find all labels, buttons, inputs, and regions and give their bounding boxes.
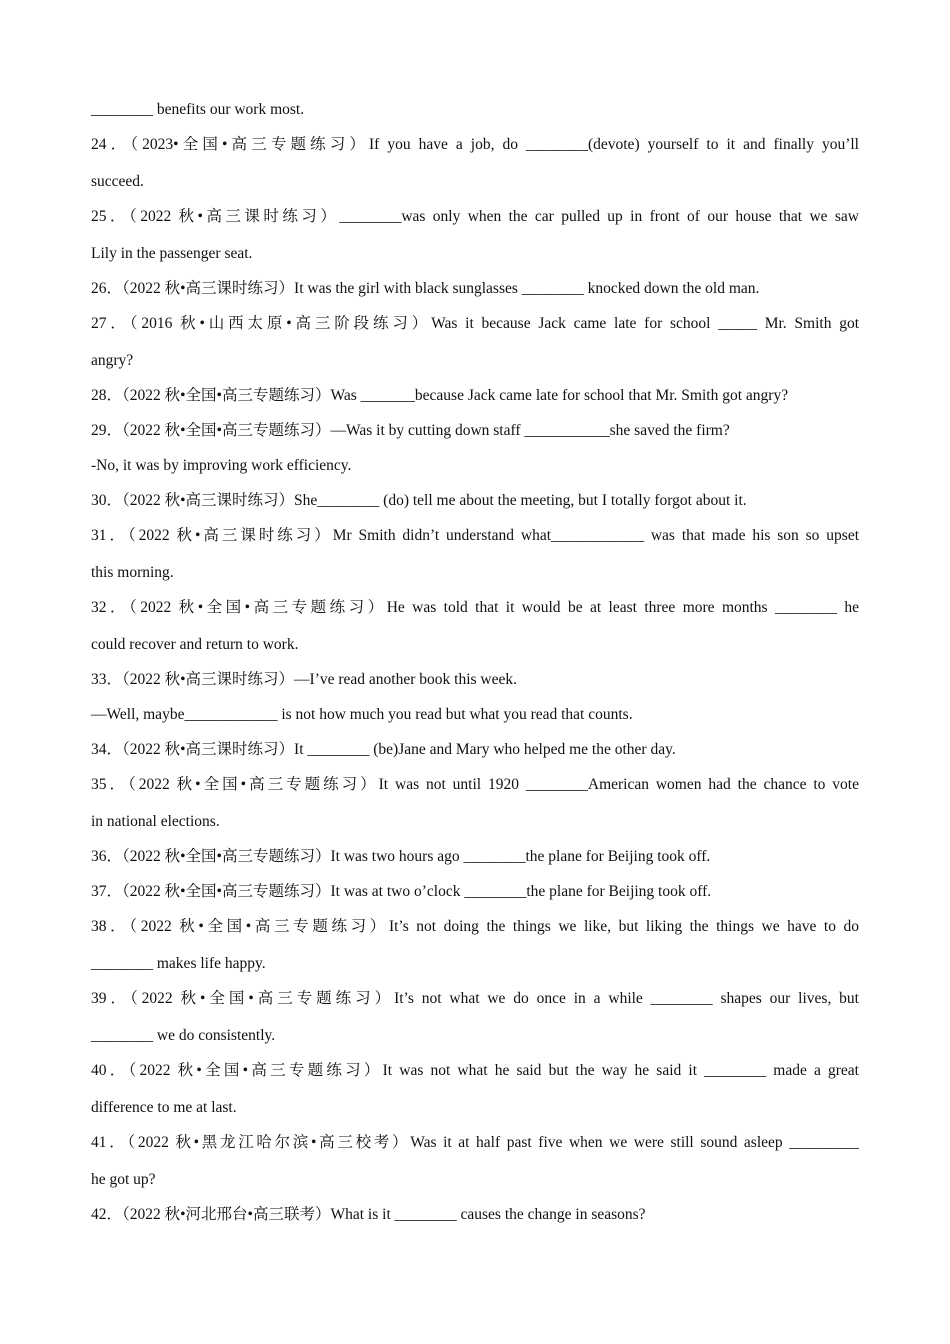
text-line: 24．（2023•全国•高三专题练习）If you have a job, do ________(devote) yourself to it and finally you’ll: [91, 136, 859, 153]
text-line: Lily in the passenger seat.: [91, 245, 253, 262]
text-line: 34．（2022 秋•高三课时练习）It ________ (be)Jane and Mary who helped me the other day.: [91, 741, 676, 758]
text-line: ________ makes life happy.: [91, 955, 266, 972]
text-line: -No, it was by improving work efficiency.: [91, 457, 352, 474]
text-line: he got up?: [91, 1171, 156, 1188]
text-line: 42．（2022 秋•河北邢台•高三联考）What is it ________ causes the change in seasons?: [91, 1206, 646, 1223]
text-line: 40．（2022 秋•全国•高三专题练习）It was not what he said but the way he said it ________ made a great: [91, 1062, 859, 1079]
text-line: 30．（2022 秋•高三课时练习）She________ (do) tell me about the meeting, but I totally forgot about it.: [91, 492, 747, 509]
text-line: in national elections.: [91, 813, 220, 830]
text-line: 38．（2022 秋•全国•高三专题练习）It’s not doing the things we like, but liking the things we have to do: [91, 918, 859, 935]
text-line: 25．（2022 秋•高三课时练习）________was only when the car pulled up in front of our house that we saw: [91, 208, 859, 225]
text-line: 39．（2022 秋•全国•高三专题练习）It’s not what we do once in a while ________ shapes our lives, but: [91, 990, 859, 1007]
text-line: succeed.: [91, 173, 144, 190]
text-line: 26．（2022 秋•高三课时练习）It was the girl with black sunglasses ________ knocked down the old man.: [91, 280, 760, 297]
text-line: 35．（2022 秋•全国•高三专题练习）It was not until 1920 ________American women had the chance to vote: [91, 776, 859, 793]
text-line: 36．（2022 秋•全国•高三专题练习）It was two hours ago ________the plane for Beijing took off.: [91, 848, 711, 865]
text-line: 33．（2022 秋•高三课时练习）—I’ve read another book this week.: [91, 671, 518, 688]
text-line: ________ benefits our work most.: [91, 101, 305, 118]
text-line: 41．（2022 秋•黑龙江哈尔滨•高三校考）Was it at half past five when we were still sound asleep _________: [91, 1134, 859, 1151]
text-line: 27．（2016 秋•山西太原•高三阶段练习）Was it because Jack came late for school _____ Mr. Smith got: [91, 315, 859, 332]
text-line: ________ we do consistently.: [91, 1027, 276, 1044]
text-line: could recover and return to work.: [91, 636, 299, 653]
text-line: 32．（2022 秋•全国•高三专题练习）He was told that it would be at least three more months ________ he: [91, 599, 859, 616]
text-line: —Well, maybe____________ is not how much you read but what you read that counts.: [91, 706, 633, 723]
text-line: difference to me at last.: [91, 1099, 237, 1116]
text-line: 31．（2022 秋•高三课时练习）Mr Smith didn’t understand what____________ was that made his son so upset: [91, 527, 859, 544]
text-line: this morning.: [91, 564, 174, 581]
text-line: 37．（2022 秋•全国•高三专题练习）It was at two o’clock ________the plane for Beijing took off.: [91, 883, 712, 900]
text-line: 28．（2022 秋•全国•高三专题练习）Was _______because Jack came late for school that Mr. Smith got angry?: [91, 387, 789, 404]
document-page: [91, 92, 859, 1232]
text-line: 29．（2022 秋•全国•高三专题练习）—Was it by cutting down staff ___________she saved the firm?: [91, 422, 730, 439]
text-line: angry?: [91, 352, 134, 369]
